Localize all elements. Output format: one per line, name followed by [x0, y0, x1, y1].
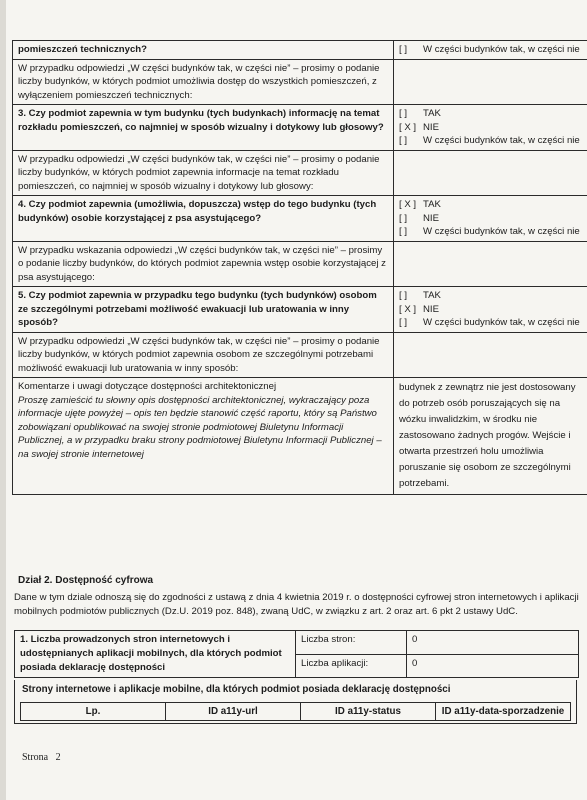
- count-row: [13, 150, 587, 196]
- checkbox[interactable]: [ ]: [399, 108, 407, 119]
- apps-count-label: Liczba aplikacji:: [296, 654, 407, 678]
- col-header-lp: Lp.: [21, 703, 166, 721]
- answer-option[interactable]: [399, 43, 584, 57]
- count-answer-field[interactable]: [394, 150, 587, 196]
- checkbox[interactable]: [ ]: [399, 44, 407, 55]
- option-label: W części budynków tak, w części nie: [423, 226, 580, 237]
- section2-description: Dane w tym dziale odnoszą się do zgodności z ustawą z dnia 4 kwietnia 2019 r. o dostępności cyfrowej stron internetowych i aplikacji mobilnych podmiotów publicznych (Dz.U. 2019 poz. 848), zwaną UdC, w związku z art. 2 oraz art. 6 pkt 2 ustawy UdC.: [14, 592, 579, 617]
- option-label: W części budynków tak, w części nie: [423, 44, 580, 55]
- scan-edge: [0, 0, 6, 800]
- option-label: TAK: [423, 108, 441, 119]
- checkbox[interactable]: [ X ]: [399, 121, 417, 133]
- question-row: [13, 287, 587, 333]
- count-row: [13, 332, 587, 378]
- footer-page-number: 2: [55, 752, 61, 763]
- comments-title: Komentarze i uwagi dotyczące dostępności architektonicznej: [18, 381, 277, 392]
- col-header-status: ID a11y-status: [301, 703, 436, 721]
- option-label: W części budynków tak, w części nie: [423, 135, 580, 146]
- answer-options: [394, 196, 587, 242]
- answer-option[interactable]: [399, 303, 584, 317]
- count-instruction: W przypadku odpowiedzi „W części budynków tak, w części nie” – prosimy o podanie liczby budynków, w których podmiot umożliwia dostęp do wszystkich pomieszczeń, z wyłączeniem pomieszczeń technicznych:: [13, 59, 394, 105]
- question-text: 4. Czy podmiot zapewnia (umożliwia, dopuszcza) wstęp do tego budynku (tych budynków) osobie korzystającej z psa asystującego?: [13, 196, 394, 242]
- answer-option[interactable]: [399, 121, 584, 135]
- count-row: [13, 241, 587, 287]
- question-text: 3. Czy podmiot zapewnia w tym budynku (tych budynkach) informację na temat rozkładu pomieszczeń, co najmniej w sposób wizualny i dotykowy lub głosowy?: [13, 105, 394, 151]
- digital-count-question: 1. Liczba prowadzonych stron internetowych i udostępnianych aplikacji mobilnych, dla których podmiot posiada deklarację dostępności: [15, 631, 296, 678]
- answer-option[interactable]: [399, 134, 584, 148]
- option-label: NIE: [423, 121, 439, 133]
- question-text: pomieszczeń technicznych?: [13, 41, 394, 60]
- question-row: [13, 196, 587, 242]
- option-label: TAK: [423, 290, 441, 301]
- question-text: 5. Czy podmiot zapewnia w przypadku tego budynku (tych budynków) osobom ze szczególnymi potrzebami możliwość ewakuacji lub uratowania w inny sposób?: [13, 287, 394, 333]
- question-row: [13, 41, 587, 60]
- question-row: [13, 105, 587, 151]
- answer-option[interactable]: [399, 198, 584, 212]
- checkbox[interactable]: [ ]: [399, 135, 407, 146]
- count-row: [13, 59, 587, 105]
- col-header-url: ID a11y-url: [166, 703, 301, 721]
- option-label: NIE: [423, 212, 439, 224]
- answer-option[interactable]: [399, 212, 584, 226]
- pages-count-value[interactable]: 0: [407, 631, 579, 655]
- declarations-table: [20, 702, 571, 721]
- answer-option[interactable]: [399, 316, 584, 330]
- count-answer-field[interactable]: [394, 59, 587, 105]
- count-answer-field[interactable]: [394, 332, 587, 378]
- col-header-date: ID a11y-data-sporzadzenie: [436, 703, 571, 721]
- pages-count-label: Liczba stron:: [296, 631, 407, 655]
- answer-options: [394, 287, 587, 333]
- comments-row: [13, 378, 587, 495]
- option-label: TAK: [423, 199, 441, 210]
- count-instruction: W przypadku odpowiedzi „W części budynków tak, w części nie” – prosimy o podanie liczby budynków, w których podmiot zapewnia informacje na temat rozkładu pomieszczeń, co najmniej w sposób wizualny i dotykowy lub głosowy:: [13, 150, 394, 196]
- checkbox[interactable]: [ ]: [399, 212, 407, 224]
- apps-count-value[interactable]: 0: [407, 654, 579, 678]
- comments-instruction-cell: [13, 378, 394, 495]
- answer-options: [394, 41, 587, 60]
- checkbox[interactable]: [ ]: [399, 317, 407, 328]
- answer-option[interactable]: [399, 225, 584, 239]
- checkbox[interactable]: [ X ]: [399, 303, 417, 315]
- count-instruction: W przypadku odpowiedzi „W części budynków tak, w części nie” – prosimy o podanie liczby budynków, w których podmiot zapewnia osobom ze szczególnymi potrzebami możliwość ewakuacji lub uratowania w inny sposób:: [13, 332, 394, 378]
- page-footer: [22, 752, 61, 763]
- option-label: W części budynków tak, w części nie: [423, 317, 580, 328]
- comments-instruction: Proszę zamieścić tu słowny opis dostępności architektonicznej, wykraczający poza informacje ujęte powyżej – opis ten będzie stanowić część raportu, który są Państwo zobowiązani opublikować na swojej stronie podmiotowej Biuletynu Informacji Publicznej, a w przypadku braku strony podmiotowej Biuletynu Informacji Publicznej – na swojej stronie internetowej: [18, 394, 382, 460]
- answer-option[interactable]: [399, 289, 584, 303]
- answer-options: [394, 105, 587, 151]
- checkbox[interactable]: [ X ]: [399, 199, 417, 210]
- option-label: NIE: [423, 303, 439, 315]
- count-instruction: W przypadku wskazania odpowiedzi „W części budynków tak, w części nie” – prosimy o podanie liczby budynków, do których podmiot zapewnia wstęp osobie korzystającej z psa asystującego:: [13, 241, 394, 287]
- section2-title: Dział 2. Dostępność cyfrowa: [18, 575, 154, 586]
- comments-answer[interactable]: budynek z zewnątrz nie jest dostosowany do potrzeb osób poruszających się na wózku inwalidzkim, w środku nie zastosowano żadnych progów. Wejście i otwarta przestrzeń holu umożliwia poruszanie się osobom ze szczególnymi potrzebami.: [394, 378, 587, 495]
- declarations-title: Strony internetowe i aplikacje mobilne, dla których podmiot posiada deklarację dostępności: [22, 684, 451, 695]
- digital-count-table: [14, 630, 579, 678]
- footer-label: Strona: [22, 752, 49, 763]
- answer-option[interactable]: [399, 107, 584, 121]
- checkbox[interactable]: [ ]: [399, 226, 407, 237]
- count-answer-field[interactable]: [394, 241, 587, 287]
- accessibility-questions-table: [12, 40, 587, 495]
- checkbox[interactable]: [ ]: [399, 290, 407, 301]
